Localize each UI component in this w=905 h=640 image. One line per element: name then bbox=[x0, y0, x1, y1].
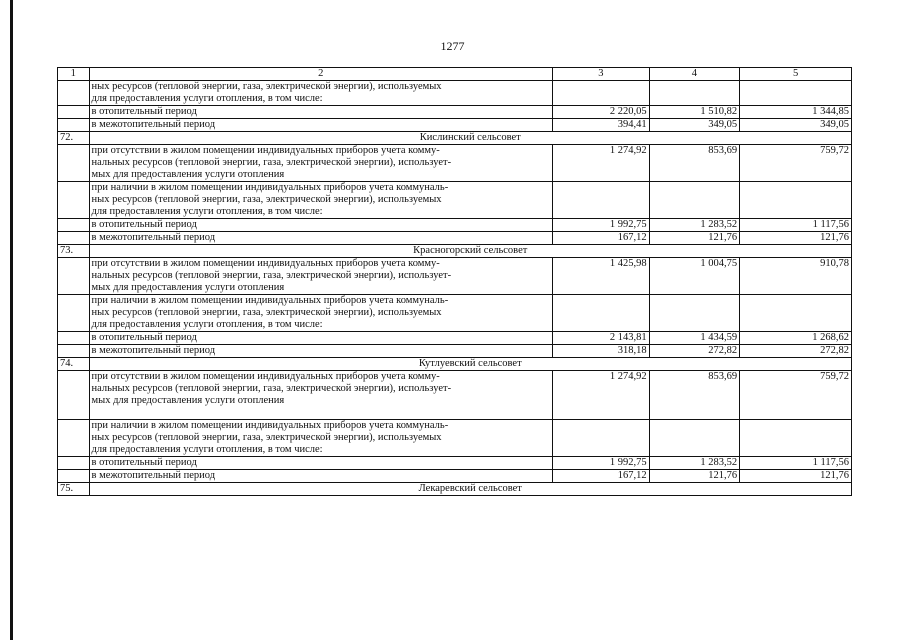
row-index-cell bbox=[58, 470, 90, 483]
value-cell-v5 bbox=[740, 81, 852, 106]
value-cell-v3: 318,18 bbox=[553, 345, 650, 358]
description-line: мых для предоставления услуги отопления bbox=[91, 169, 285, 180]
section-title: Красногорский сельсовет bbox=[89, 245, 851, 258]
description-line: нальных ресурсов (тепловой энергии, газа, электрической энергии), использует- bbox=[91, 270, 452, 281]
description-line bbox=[92, 407, 551, 419]
value-cell-v5: 272,82 bbox=[740, 345, 852, 358]
description-line: в отопительный период bbox=[91, 457, 197, 468]
row-index-cell bbox=[58, 420, 90, 457]
description-line: нальных ресурсов (тепловой энергии, газа, электрической энергии), использует- bbox=[91, 157, 452, 168]
section-number: 72. bbox=[58, 132, 90, 145]
row-description bbox=[89, 332, 553, 345]
value-cell-v5: 121,76 bbox=[740, 232, 852, 245]
value-cell-v5: 759,72 bbox=[740, 145, 852, 182]
value-cell-v5: 1 117,56 bbox=[740, 219, 852, 232]
table-row bbox=[58, 258, 852, 295]
row-index-cell bbox=[58, 258, 90, 295]
section-title: Кутлуевский сельсовет bbox=[89, 358, 851, 371]
row-index-cell bbox=[58, 219, 90, 232]
table-row bbox=[58, 332, 852, 345]
table-row bbox=[58, 295, 852, 332]
value-cell-v5: 1 117,56 bbox=[740, 457, 852, 470]
row-description bbox=[89, 258, 553, 295]
table-row bbox=[58, 81, 852, 106]
table-row bbox=[58, 219, 852, 232]
description-line: в межотопительный период bbox=[91, 232, 216, 243]
value-cell-v5: 349,05 bbox=[740, 119, 852, 132]
row-index-cell bbox=[58, 345, 90, 358]
value-cell-v5: 759,72 bbox=[740, 371, 852, 420]
description-line: при наличии в жилом помещении индивидуальных приборов учета коммуналь- bbox=[91, 182, 449, 193]
table-row bbox=[58, 232, 852, 245]
value-cell-v3: 1 992,75 bbox=[553, 219, 650, 232]
value-cell-v3 bbox=[553, 295, 650, 332]
description-line: при наличии в жилом помещении индивидуальных приборов учета коммуналь- bbox=[91, 295, 449, 306]
description-line: в отопительный период bbox=[91, 332, 197, 343]
description-line: для предоставления услуги отопления, в том числе: bbox=[91, 444, 323, 455]
row-description bbox=[89, 182, 553, 219]
row-index-cell bbox=[58, 119, 90, 132]
row-description bbox=[89, 232, 553, 245]
column-number: 2 bbox=[89, 68, 553, 81]
value-cell-v5 bbox=[740, 420, 852, 457]
value-cell-v3: 1 992,75 bbox=[553, 457, 650, 470]
row-description bbox=[89, 119, 553, 132]
row-description bbox=[89, 145, 553, 182]
column-number: 5 bbox=[740, 68, 852, 81]
description-line: для предоставления услуги отопления, в том числе: bbox=[91, 93, 323, 104]
row-index-cell bbox=[58, 232, 90, 245]
table-row bbox=[58, 106, 852, 119]
section-title: Кислинский сельсовет bbox=[89, 132, 851, 145]
table-body bbox=[58, 81, 852, 496]
description-line: в межотопительный период bbox=[91, 345, 216, 356]
row-description bbox=[89, 457, 553, 470]
column-number: 1 bbox=[58, 68, 90, 81]
row-description bbox=[89, 219, 553, 232]
row-description bbox=[89, 295, 553, 332]
value-cell-v3: 2 143,81 bbox=[553, 332, 650, 345]
row-index-cell bbox=[58, 295, 90, 332]
value-cell-v4: 853,69 bbox=[649, 145, 739, 182]
section-row bbox=[58, 132, 852, 145]
value-cell-v3: 1 274,92 bbox=[553, 145, 650, 182]
row-index-cell bbox=[58, 371, 90, 420]
description-line: при наличии в жилом помещении индивидуальных приборов учета коммуналь- bbox=[91, 420, 449, 431]
section-number: 73. bbox=[58, 245, 90, 258]
row-description bbox=[89, 470, 553, 483]
value-cell-v4: 121,76 bbox=[649, 470, 739, 483]
table-row bbox=[58, 457, 852, 470]
value-cell-v4: 1 283,52 bbox=[649, 457, 739, 470]
value-cell-v3: 394,41 bbox=[553, 119, 650, 132]
value-cell-v4 bbox=[649, 81, 739, 106]
value-cell-v3: 2 220,05 bbox=[553, 106, 650, 119]
description-line: ных ресурсов (тепловой энергии, газа, электрической энергии), используемых bbox=[91, 194, 442, 205]
value-cell-v4: 1 004,75 bbox=[649, 258, 739, 295]
description-line: в межотопительный период bbox=[91, 470, 216, 481]
value-cell-v3: 1 274,92 bbox=[553, 371, 650, 420]
description-line: в отопительный период bbox=[91, 106, 197, 117]
value-cell-v4 bbox=[649, 295, 739, 332]
column-number: 4 bbox=[649, 68, 739, 81]
description-line: мых для предоставления услуги отопления bbox=[91, 282, 285, 293]
value-cell-v3 bbox=[553, 81, 650, 106]
column-number: 3 bbox=[553, 68, 650, 81]
value-cell-v4: 1 283,52 bbox=[649, 219, 739, 232]
value-cell-v4: 1 434,59 bbox=[649, 332, 739, 345]
description-line: ных ресурсов (тепловой энергии, газа, электрической энергии), используемых bbox=[91, 307, 442, 318]
value-cell-v3: 1 425,98 bbox=[553, 258, 650, 295]
value-cell-v4: 853,69 bbox=[649, 371, 739, 420]
row-description bbox=[89, 81, 553, 106]
description-line: мых для предоставления услуги отопления bbox=[91, 395, 285, 406]
section-row bbox=[58, 483, 852, 496]
tariff-table bbox=[57, 67, 852, 496]
table-row bbox=[58, 371, 852, 420]
value-cell-v3: 167,12 bbox=[553, 232, 650, 245]
value-cell-v5 bbox=[740, 295, 852, 332]
row-description bbox=[89, 106, 553, 119]
value-cell-v5: 121,76 bbox=[740, 470, 852, 483]
section-row bbox=[58, 245, 852, 258]
description-line: при отсутствии в жилом помещении индивидуальных приборов учета комму- bbox=[91, 145, 440, 156]
row-index-cell bbox=[58, 106, 90, 119]
row-index-cell bbox=[58, 332, 90, 345]
description-line: для предоставления услуги отопления, в том числе: bbox=[91, 319, 323, 330]
value-cell-v3 bbox=[553, 420, 650, 457]
section-row bbox=[58, 358, 852, 371]
row-description bbox=[89, 371, 553, 420]
description-line: при отсутствии в жилом помещении индивидуальных приборов учета комму- bbox=[91, 371, 440, 382]
page-number: 1277 bbox=[440, 39, 465, 53]
table-row bbox=[58, 470, 852, 483]
row-description bbox=[89, 420, 553, 457]
table-row bbox=[58, 145, 852, 182]
description-line: в отопительный период bbox=[91, 219, 197, 230]
description-line: при отсутствии в жилом помещении индивидуальных приборов учета комму- bbox=[91, 258, 440, 269]
value-cell-v4 bbox=[649, 420, 739, 457]
row-description bbox=[89, 345, 553, 358]
value-cell-v5: 910,78 bbox=[740, 258, 852, 295]
table-row bbox=[58, 182, 852, 219]
scan-border-line bbox=[10, 0, 13, 640]
table-row bbox=[58, 119, 852, 132]
value-cell-v4: 349,05 bbox=[649, 119, 739, 132]
table-row bbox=[58, 420, 852, 457]
value-cell-v4: 121,76 bbox=[649, 232, 739, 245]
description-line: для предоставления услуги отопления, в том числе: bbox=[91, 206, 323, 217]
section-number: 75. bbox=[58, 483, 90, 496]
value-cell-v4: 272,82 bbox=[649, 345, 739, 358]
row-index-cell bbox=[58, 457, 90, 470]
row-index-cell bbox=[58, 81, 90, 106]
description-line: ных ресурсов (тепловой энергии, газа, электрической энергии), используемых bbox=[91, 432, 442, 443]
value-cell-v3: 167,12 bbox=[553, 470, 650, 483]
value-cell-v5: 1 344,85 bbox=[740, 106, 852, 119]
value-cell-v4 bbox=[649, 182, 739, 219]
value-cell-v4: 1 510,82 bbox=[649, 106, 739, 119]
description-line: ных ресурсов (тепловой энергии, газа, электрической энергии), используемых bbox=[91, 81, 442, 92]
description-line: в межотопительный период bbox=[91, 119, 216, 130]
value-cell-v5 bbox=[740, 182, 852, 219]
description-line: нальных ресурсов (тепловой энергии, газа, электрической энергии), использует- bbox=[91, 383, 452, 394]
section-number: 74. bbox=[58, 358, 90, 371]
table-row bbox=[58, 345, 852, 358]
row-index-cell bbox=[58, 182, 90, 219]
value-cell-v3 bbox=[553, 182, 650, 219]
value-cell-v5: 1 268,62 bbox=[740, 332, 852, 345]
row-index-cell bbox=[58, 145, 90, 182]
column-number-row bbox=[58, 68, 852, 81]
section-title: Лекаревский сельсовет bbox=[89, 483, 851, 496]
